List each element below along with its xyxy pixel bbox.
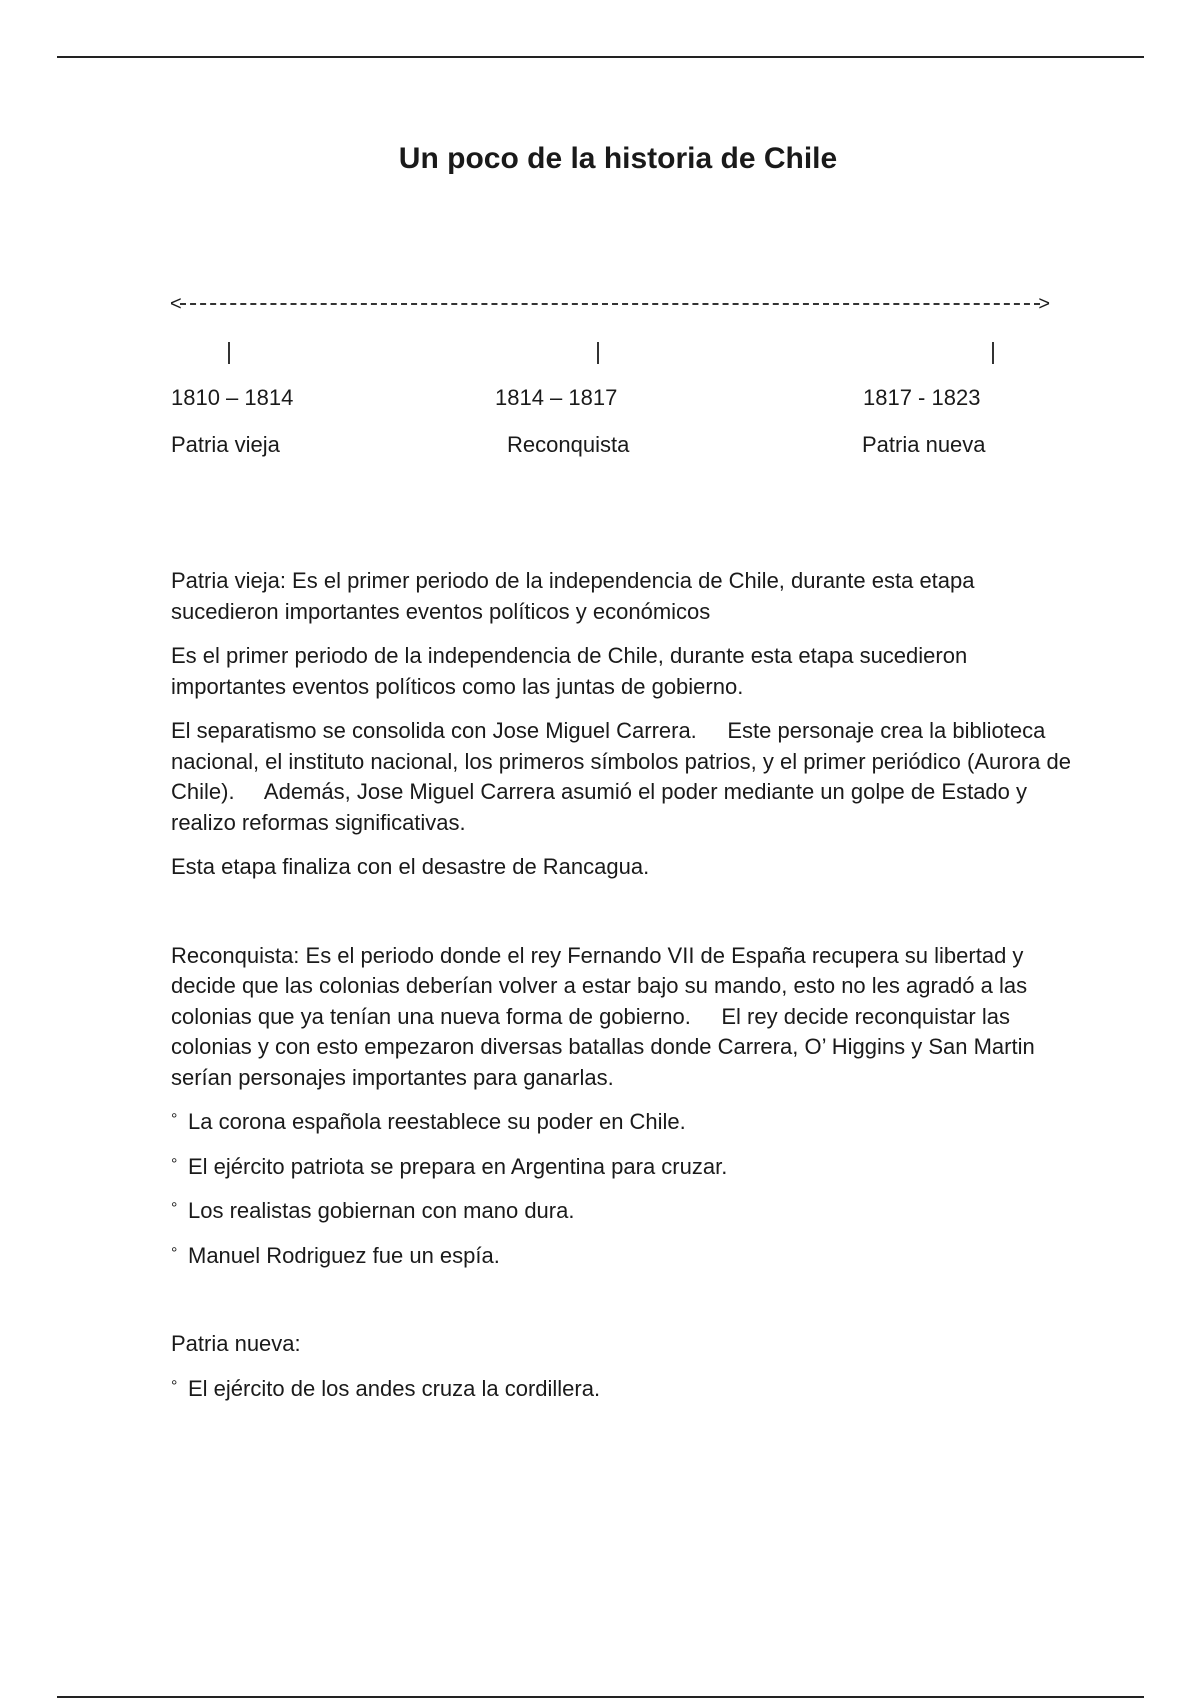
document-body: [171, 566, 1078, 1418]
bullet-icon: °: [171, 1155, 178, 1173]
bullet-icon: °: [171, 1200, 178, 1217]
list-item: [171, 1196, 1071, 1227]
timeline-dashed-line: [180, 303, 1040, 305]
paragraph: El separatismo se consolida con Jose Miguel Carrera. Este personaje crea la biblioteca nacional, el instituto nacional, los primeros símbolos patrios, y el primer periódico (Aurora de Chile). Además, Jose Miguel Carrera asumió el poder mediante un golpe de Estado y realizo reformas significativas.: [171, 718, 1078, 835]
timeline-name-patria-vieja: Patria vieja: [171, 432, 280, 457]
section-patria-vieja: [171, 566, 1078, 883]
timeline-arrow: [170, 292, 1050, 316]
timeline-tick-2: [597, 342, 599, 364]
bottom-rule: [57, 1696, 1144, 1698]
bullet-icon: °: [171, 1111, 178, 1128]
paragraph: Reconquista: Es el periodo donde el rey Fernando VII de España recupera su libertad y decide que las colonias deberían volver a estar bajo su mando, esto no les agradó a las colonias que ya tenían una nueva forma de gobierno. El rey decide reconquistar las colonias y con esto empezaron diversas batallas donde Carrera, O’ Higgins y San Martin serían personajes importantes para ganarlas.: [171, 942, 1041, 1090]
timeline-name-reconquista: Reconquista: [507, 432, 630, 457]
page-title: Un poco de la historia de Chile: [398, 142, 838, 175]
list-item-text: Los realistas gobiernan con mano dura.: [188, 1198, 575, 1223]
bullet-icon: °: [171, 1244, 178, 1262]
timeline-arrow-left: <: [170, 293, 182, 315]
timeline-years-patria-nueva: 1817 - 1823: [863, 385, 981, 410]
paragraph: Patria vieja: Es el primer periodo de la independencia de Chile, durante esta etapa sucedieron importantes eventos políticos y económicos: [171, 568, 975, 624]
list-item: [171, 1152, 1071, 1183]
paragraph: Es el primer periodo de la independencia de Chile, durante esta etapa sucedieron importantes eventos políticos como las juntas de gobierno.: [171, 643, 968, 699]
timeline-years-patria-vieja: 1810 – 1814: [171, 385, 294, 410]
timeline-years-reconquista: 1814 – 1817: [495, 385, 618, 410]
top-rule: [57, 56, 1144, 58]
section-patria-nueva: [171, 1329, 1071, 1404]
list-item-text: El ejército patriota se prepara en Argentina para cruzar.: [188, 1153, 728, 1179]
list-item-text: La corona española reestablece su poder en Chile.: [188, 1109, 686, 1134]
section-heading: Patria nueva:: [171, 1331, 301, 1356]
paragraph: Esta etapa finaliza con el desastre de Rancagua.: [171, 854, 650, 879]
section-spacer: [171, 1285, 1071, 1329]
list-item: [171, 1107, 1071, 1138]
section-reconquista: [171, 941, 1071, 1272]
timeline-name-patria-nueva: Patria nueva: [862, 432, 986, 457]
list-item-text: Manuel Rodriguez fue un espía.: [188, 1242, 500, 1268]
section-spacer: [171, 897, 1071, 941]
list-item-text: El ejército de los andes cruza la cordillera.: [188, 1375, 601, 1401]
list-item: [171, 1374, 1071, 1405]
timeline-tick-1: [228, 342, 230, 364]
timeline-tick-3: [992, 342, 994, 364]
timeline-arrow-right: >: [1038, 293, 1050, 315]
list-item: [171, 1241, 1071, 1272]
bullet-icon: °: [171, 1377, 178, 1395]
